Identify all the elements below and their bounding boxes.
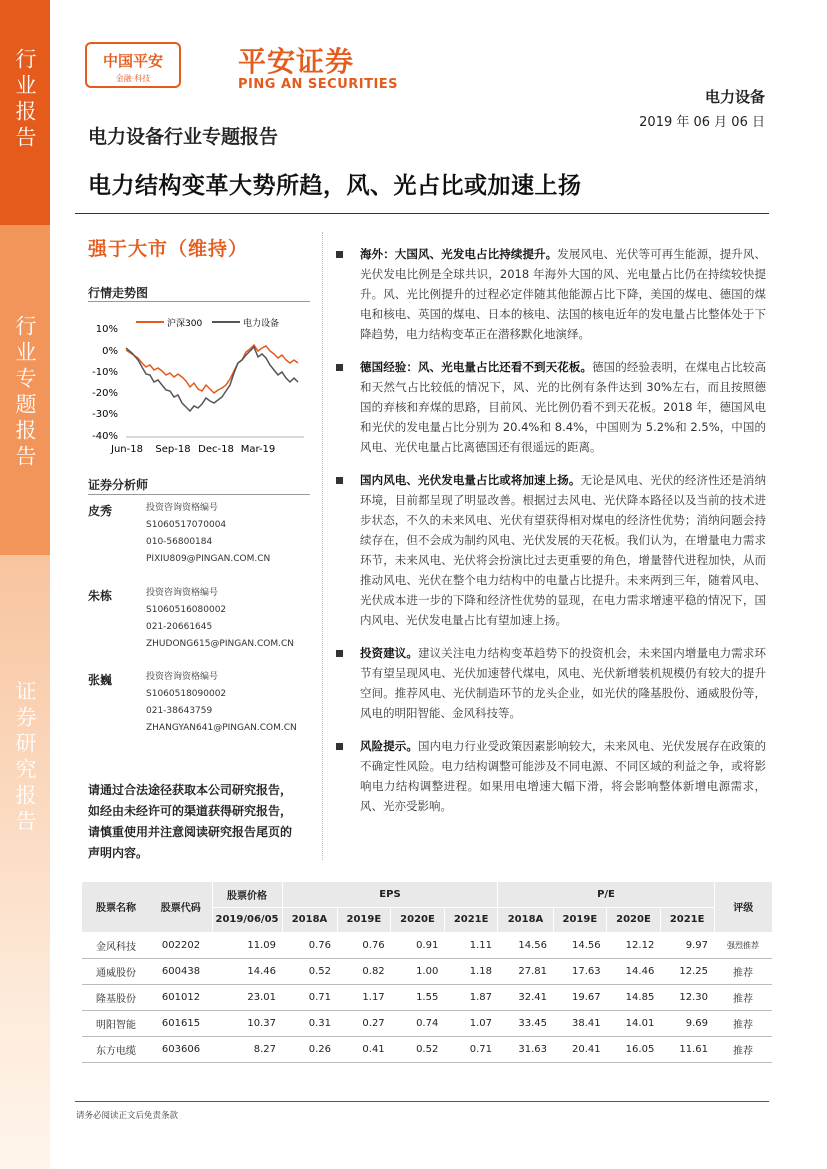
cell-stock-name: 隆基股份 <box>82 984 150 1010</box>
y-tick-label: -10% <box>92 367 118 378</box>
analyst-name: 朱栋 <box>88 589 113 603</box>
y-tick-label: 0% <box>102 346 118 357</box>
cell-pe: 12.25 <box>660 958 714 984</box>
analyst-license-code: S1060518090002 <box>146 689 227 699</box>
cell-eps: 1.00 <box>391 958 445 984</box>
analyst-email[interactable]: ZHANGYAN641@PINGAN.COM.CN <box>146 723 297 733</box>
cell-eps: 1.55 <box>391 984 445 1010</box>
key-point-text <box>360 244 766 344</box>
sidebar-label: 行业报告 <box>13 48 37 152</box>
cell-eps: 0.76 <box>337 932 391 958</box>
x-tick-label: Jun-18 <box>111 444 143 455</box>
key-point-lead: 国内风电、光伏发电量占比或将加速上扬。 <box>360 473 581 487</box>
key-point-item <box>336 736 766 816</box>
cell-pe: 14.46 <box>607 958 661 984</box>
logo-mark-subtext: 金融·科技 <box>115 74 151 83</box>
cell-eps: 1.07 <box>444 1010 498 1036</box>
analyst-email[interactable]: PIXIU809@PINGAN.COM.CN <box>146 554 271 564</box>
rating-label: 强于大市（维持） <box>88 238 249 260</box>
disclaimer-notice: 请通过合法途径获取本公司研究报告，如经由未经许可的渠道获得研究报告，请慎重使用并注意阅读研究报告尾页的声明内容。 <box>88 783 293 860</box>
chart-title: 行情走势图 <box>88 286 149 300</box>
header-stock-name: 股票名称 <box>82 882 150 932</box>
bullet-square-icon <box>336 743 343 750</box>
market-trend-chart <box>80 305 310 460</box>
analyst-phone: 021-20661645 <box>146 622 213 632</box>
sidebar-label: 行业专题报告 <box>13 315 37 471</box>
header-year: 2020E <box>607 907 661 932</box>
cell-eps: 0.27 <box>337 1010 391 1036</box>
cell-pe: 31.63 <box>498 1036 553 1062</box>
analyst-info <box>146 585 294 653</box>
cell-eps: 0.82 <box>337 958 391 984</box>
cell-eps: 0.41 <box>337 1036 391 1062</box>
key-point-text <box>360 357 766 457</box>
cell-price: 14.46 <box>212 958 282 984</box>
key-point-body: 建议关注电力结构变革趋势下的投资机会，未来国内增量电力需求环节有望呈现风电、光伏加速替代煤电，风电、光伏新增装机规模仍有较大的提升空间。推荐风电、光伏制造环节的龙头企业，如光伏的隆基股份、通威股份等，风电的明阳智能、金风科技等。 <box>360 646 766 720</box>
table-row <box>82 1010 772 1036</box>
report-date: 2019 年 06 月 06 日 <box>639 115 765 130</box>
x-tick-label: Sep-18 <box>155 444 191 455</box>
header-stock-code: 股票代码 <box>150 882 212 932</box>
analyst-name: 张巍 <box>88 673 113 687</box>
bullet-square-icon <box>336 477 343 484</box>
header-year: 2019E <box>553 907 607 932</box>
sidebar-section-industry-report <box>0 0 50 225</box>
cell-pe: 14.01 <box>607 1010 661 1036</box>
analysts-title: 证券分析师 <box>88 478 149 492</box>
table-row <box>82 1036 772 1062</box>
analysts-divider <box>88 494 310 495</box>
y-tick-label: -30% <box>92 409 118 420</box>
cell-price: 11.09 <box>212 932 282 958</box>
cell-eps: 0.91 <box>391 932 445 958</box>
cell-stock-code: 600438 <box>150 958 212 984</box>
cell-stock-name: 通威股份 <box>82 958 150 984</box>
cell-pe: 14.85 <box>607 984 661 1010</box>
footer-divider <box>75 1101 769 1102</box>
cell-pe: 12.30 <box>660 984 714 1010</box>
cell-rating: 强烈推荐 <box>714 932 772 958</box>
cell-pe: 32.41 <box>498 984 553 1010</box>
cell-stock-code: 601615 <box>150 1010 212 1036</box>
header-year: 2021E <box>660 907 714 932</box>
header-rating: 评级 <box>714 882 772 932</box>
key-point-lead: 海外：大国风、光发电占比持续提升。 <box>360 247 558 261</box>
cell-eps: 0.71 <box>444 1036 498 1062</box>
cell-stock-code: 601012 <box>150 984 212 1010</box>
key-point-text <box>360 643 766 723</box>
header-year: 2018A <box>282 907 337 932</box>
cell-stock-name: 东方电缆 <box>82 1036 150 1062</box>
logo-mark-text: 中国平安 <box>102 52 163 70</box>
header-pe: P/E <box>498 882 714 907</box>
cell-pe: 38.41 <box>553 1010 607 1036</box>
bullet-square-icon <box>336 251 343 258</box>
cell-rating: 推荐 <box>714 1036 772 1062</box>
series-line-power-equipment <box>126 347 298 411</box>
cell-pe: 27.81 <box>498 958 553 984</box>
key-point-item <box>336 643 766 723</box>
report-headline: 电力结构变革大势所趋，风、光占比或加速上扬 <box>88 173 582 199</box>
analyst-license-code: S1060517070004 <box>146 520 227 530</box>
analyst-phone: 010-56800184 <box>146 537 213 547</box>
key-point-body: 无论是风电、光伏的经济性还是消纳环境，目前都呈现了明显改善。根据过去风电、光伏降本路径以及当前的技术进步状态，不久的未来风电、光伏有望获得相对煤电的经济性优势；消纳问题会持续存在，但不会成为制约风电、光伏发展的天花板。我们认为，在增量电力需求环节，未来风电、光伏将会扮演比过去更重要的角色，增量替代进程加快，从而推动风电、光伏在整个电力结构中的电量占比提升。未来两到三年，随着风电、光伏成本进一步的下降和经济性优势的显现，在电力需求增速平稳的情况下，国内风电、光伏发电量占比有望加速上扬。 <box>360 473 767 627</box>
cell-pe: 9.69 <box>660 1010 714 1036</box>
cell-price: 23.01 <box>212 984 282 1010</box>
key-point-text <box>360 736 766 816</box>
table-row <box>82 932 772 958</box>
cell-eps: 1.87 <box>444 984 498 1010</box>
analyst-phone: 021-38643759 <box>146 706 213 716</box>
report-type-title: 电力设备行业专题报告 <box>88 126 279 148</box>
table-row <box>82 984 772 1010</box>
key-point-lead: 投资建议。 <box>360 646 419 660</box>
analyst-email[interactable]: ZHUDONG615@PINGAN.COM.CN <box>146 639 294 649</box>
key-point-body: 发展风电、光伏等可再生能源，提升风、光伏发电比例是全球共识，2018 年海外大国的风、光电量占比仍在持续较快提升。风、光比例提升的过程必定伴随其他能源占比下降，美国的煤电、德国的煤电和核电、英国的煤电、日本的核电、法国的核电近年的发电量占比整体处于下降趋势，电力结构变革正在潜移默化地演绎。 <box>360 247 766 341</box>
analyst-qualification: 投资咨询资格编号 <box>146 672 219 682</box>
analyst-name: 皮秀 <box>88 504 113 518</box>
cell-pe: 14.56 <box>498 932 553 958</box>
cell-eps: 1.11 <box>444 932 498 958</box>
cell-pe: 14.56 <box>553 932 607 958</box>
sidebar-section-research-report <box>0 555 50 1169</box>
cell-eps: 1.17 <box>337 984 391 1010</box>
brand-name-en: PING AN SECURITIES <box>238 77 399 92</box>
x-tick-label: Mar-19 <box>240 444 276 455</box>
cell-eps: 0.71 <box>282 984 337 1010</box>
cell-stock-code: 603606 <box>150 1036 212 1062</box>
key-point-item <box>336 244 766 344</box>
key-point-item <box>336 357 766 457</box>
cell-pe: 20.41 <box>553 1036 607 1062</box>
key-point-body: 德国的经验表明，在煤电占比较高和天然气占比较低的情况下，风、光的比例有条件达到 30%左右，而且按照德国的弃核和弃煤的思路，目前风、光比例仍看不到天花板。2018 年，德国风电和光伏的发电量占比分别为 20.4%和 8.4%，中国则为 5.2%和 2.5%，中国的风电、光伏电量占比离德国还有很遥远的距离。 <box>360 360 767 454</box>
analyst-info <box>146 669 297 737</box>
cell-pe: 16.05 <box>607 1036 661 1062</box>
stock-valuation-table <box>82 882 772 1063</box>
key-points <box>336 244 766 829</box>
cell-pe: 17.63 <box>553 958 607 984</box>
cell-eps: 0.31 <box>282 1010 337 1036</box>
cell-eps: 0.52 <box>391 1036 445 1062</box>
analyst-qualification: 投资咨询资格编号 <box>146 503 219 513</box>
chart-divider <box>88 301 310 302</box>
y-tick-label: -40% <box>92 431 118 442</box>
footer-disclaimer: 请务必阅读正文后免责条款 <box>76 1111 179 1121</box>
cell-pe: 12.12 <box>607 932 661 958</box>
header-eps: EPS <box>282 882 498 907</box>
brand-name-cn: 平安证券 <box>238 45 355 78</box>
analyst-qualification: 投资咨询资格编号 <box>146 588 219 598</box>
header-year: 2020E <box>391 907 445 932</box>
key-point-item <box>336 470 766 630</box>
sector-label: 电力设备 <box>704 88 765 106</box>
y-tick-label: -20% <box>92 388 118 399</box>
header-year: 2018A <box>498 907 553 932</box>
cell-pe: 9.97 <box>660 932 714 958</box>
table-row <box>82 958 772 984</box>
cell-pe: 19.67 <box>553 984 607 1010</box>
cell-rating: 推荐 <box>714 958 772 984</box>
key-point-lead: 风险提示。 <box>360 739 419 753</box>
header-divider <box>75 213 769 214</box>
legend-label-power-equipment: 电力设备 <box>243 319 280 329</box>
cell-pe: 11.61 <box>660 1036 714 1062</box>
series-line-hs300 <box>126 345 298 393</box>
bullet-square-icon <box>336 364 343 371</box>
column-divider <box>322 232 323 860</box>
header-year: 2021E <box>444 907 498 932</box>
cell-rating: 推荐 <box>714 1010 772 1036</box>
cell-eps: 0.52 <box>282 958 337 984</box>
cell-pe: 33.45 <box>498 1010 553 1036</box>
analyst-info <box>146 500 270 568</box>
ping-an-logo <box>85 42 181 88</box>
key-point-body: 国内电力行业受政策因素影响较大，未来风电、光伏发展存在政策的不确定性风险。电力结构调整可能涉及不同电源、不同区域的利益之争，或将影响电力结构调整进程。如果用电增速大幅下滑，将会影响整体新增电源需求，风、光亦受影响。 <box>360 739 766 813</box>
sidebar-section-special-report <box>0 225 50 555</box>
table-header-row <box>82 882 772 907</box>
cell-stock-code: 002202 <box>150 932 212 958</box>
bullet-square-icon <box>336 650 343 657</box>
cell-eps: 0.76 <box>282 932 337 958</box>
cell-rating: 推荐 <box>714 984 772 1010</box>
cell-eps: 0.26 <box>282 1036 337 1062</box>
cell-stock-name: 金风科技 <box>82 932 150 958</box>
sidebar-label: 证券研究报告 <box>13 680 37 836</box>
key-point-lead: 德国经验：风、光电量占比还看不到天花板。 <box>360 360 593 374</box>
y-tick-label: 10% <box>95 324 118 335</box>
key-point-text <box>360 470 766 630</box>
header-price-date: 2019/06/05 <box>212 907 282 932</box>
legend-label-hs300: 沪深300 <box>167 319 203 329</box>
cell-stock-name: 明阳智能 <box>82 1010 150 1036</box>
cell-eps: 0.74 <box>391 1010 445 1036</box>
cell-eps: 1.18 <box>444 958 498 984</box>
header-year: 2019E <box>337 907 391 932</box>
header-stock-price: 股票价格 <box>212 882 282 907</box>
cell-price: 8.27 <box>212 1036 282 1062</box>
x-tick-label: Dec-18 <box>198 444 234 455</box>
analyst-license-code: S1060516080002 <box>146 605 227 615</box>
cell-price: 10.37 <box>212 1010 282 1036</box>
